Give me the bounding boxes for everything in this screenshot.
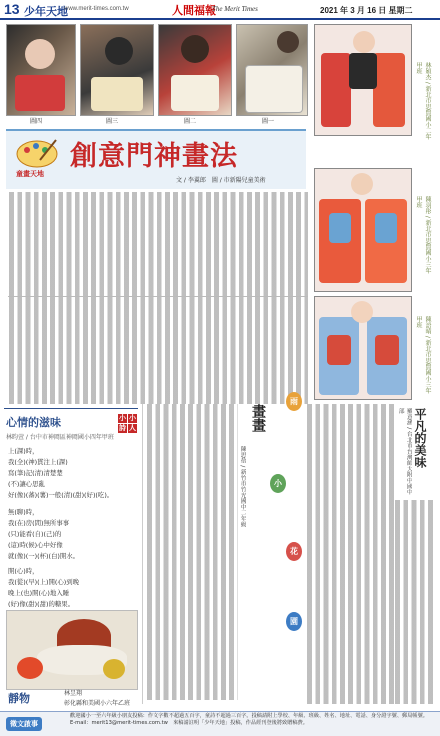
mid-article-divider bbox=[142, 404, 143, 704]
still-life-label: 靜物 bbox=[8, 692, 30, 705]
poem-title: 心情的滋味 bbox=[6, 416, 61, 429]
poem-line: (只)能看(自)(己)的 bbox=[8, 530, 62, 538]
feature-badge bbox=[14, 136, 60, 180]
poem-line: 晚上(也)開(心)地入睡 bbox=[8, 589, 70, 597]
balloon-1: 雨 bbox=[286, 392, 302, 411]
poem-divider bbox=[4, 408, 138, 409]
still-life-painting bbox=[6, 610, 138, 690]
balloon-4: 園 bbox=[286, 612, 302, 631]
artwork-photo-2 bbox=[314, 168, 412, 292]
balloon-3: 花 bbox=[286, 542, 302, 561]
artwork-photo-1 bbox=[314, 24, 412, 136]
feature-column-divider bbox=[8, 296, 308, 297]
poem-line: 我(全)(神)貫注上(課) bbox=[8, 458, 68, 466]
poem-line: 上(課)時， bbox=[8, 447, 39, 455]
balloon-2: 小 bbox=[270, 474, 286, 493]
poem-badge-4: 人 bbox=[129, 424, 136, 432]
right-article-author: 羅意涵 ∕ 台北市台灣師大附中國中部 bbox=[397, 408, 412, 495]
photo-3 bbox=[80, 24, 154, 116]
page-header bbox=[0, 0, 440, 20]
feature-title: 創意門神畫法 bbox=[70, 141, 238, 172]
site-url[interactable]: www.merit-times.com.tw bbox=[64, 6, 129, 12]
section-title: 少年天地 bbox=[24, 5, 68, 18]
page-number: 13 bbox=[4, 1, 20, 17]
poem-badge-2: 小 bbox=[129, 414, 136, 422]
poem-line: 我(從)(早)(上)開(心)到晚 bbox=[8, 578, 80, 586]
photo-caption-2: 圖二 bbox=[184, 118, 197, 125]
mid-article-title: 畫畫 bbox=[250, 404, 266, 432]
newspaper-logo: 人間福報 bbox=[172, 4, 216, 17]
artwork-credit-3: 陳語晴 ∕ 新北市思賢國小三年甲班 bbox=[415, 316, 431, 394]
poem-line: 我(在)房(間)無所事事 bbox=[8, 519, 70, 527]
photo-caption-3: 圖三 bbox=[106, 118, 119, 125]
poem-author: 林昀萱 ∕ 台中市神岡區神岡國小四年甲班 bbox=[6, 434, 114, 441]
artwork-credit-2: 陳羽彤 ∕ 新北市思賢國小三年甲班 bbox=[415, 196, 431, 274]
feature-badge-text: 童畫天地 bbox=[16, 170, 44, 178]
poem-line: (不)讓心思亂 bbox=[8, 480, 45, 488]
poem-line: 開(心)時， bbox=[8, 567, 39, 575]
still-life-school: 彰化縣和美國小六年乙班 bbox=[64, 700, 131, 707]
poem-line: 就(像)(一)(杯)(白)開水。 bbox=[8, 552, 80, 560]
footer-text bbox=[70, 713, 434, 726]
still-life-artist: 林昱翔 bbox=[64, 690, 83, 697]
footer-tag: 徵文啟事 bbox=[6, 717, 42, 731]
poem-line: 寫(筆)記(清)清楚楚 bbox=[8, 469, 63, 477]
poem-line: (這)時(候)心中好像 bbox=[8, 541, 63, 549]
artwork-photo-3 bbox=[314, 296, 412, 400]
issue-date: 2021 年 3 月 16 日 星期二 bbox=[320, 6, 413, 15]
photo-4 bbox=[6, 24, 76, 116]
feature-byline: 文 ∕ 李翼郎 圖 ∕ 市新陽兒童美術 bbox=[176, 177, 266, 184]
poem-line: 無(聊)時， bbox=[8, 508, 39, 516]
photo-2 bbox=[158, 24, 232, 116]
feature-article-body bbox=[8, 192, 308, 404]
footer-text-line-1: 歡迎國小一至六年級小朋友投稿：作文字數不超過五百字，童詩不超過三百字。投稿請附上學校、年級、班級、姓名、地址、電話、身分證字號、郵局帳號。 bbox=[70, 713, 428, 719]
photo-caption-4: 圖四 bbox=[30, 118, 43, 125]
artwork-credit-1: 林穎杰 ∕ 新北市思賢國小二年甲班 bbox=[415, 62, 431, 140]
poem-badge-1: 小 bbox=[119, 414, 126, 422]
footer-text-line-2[interactable]: E-mail：merit13@merit-times.com.tw 來稿請註明「少年天地」投稿，作品經刊登後將致贈稿費。 bbox=[70, 719, 308, 726]
right-article-body bbox=[306, 404, 394, 704]
photo-1 bbox=[236, 24, 308, 116]
photo-caption-1: 圖一 bbox=[262, 118, 275, 125]
poem-line: (好)像(甜)(甜)的糖果。 bbox=[8, 600, 75, 608]
mid-article-author: 陳思蓓 ∕ 新竹市竹光國中二年級 bbox=[239, 446, 246, 528]
newspaper-logo-en: The Merit Times bbox=[212, 5, 258, 13]
right-article-body-2 bbox=[394, 500, 436, 704]
poem-line: 好(像)(蕃)(薯)一般(清)(甜)(好)(吃)。 bbox=[8, 491, 114, 499]
mid-article-body bbox=[146, 404, 238, 700]
poem-badge-3: 詩 bbox=[119, 424, 126, 432]
right-article-title: 平凡的美味 bbox=[413, 408, 427, 468]
